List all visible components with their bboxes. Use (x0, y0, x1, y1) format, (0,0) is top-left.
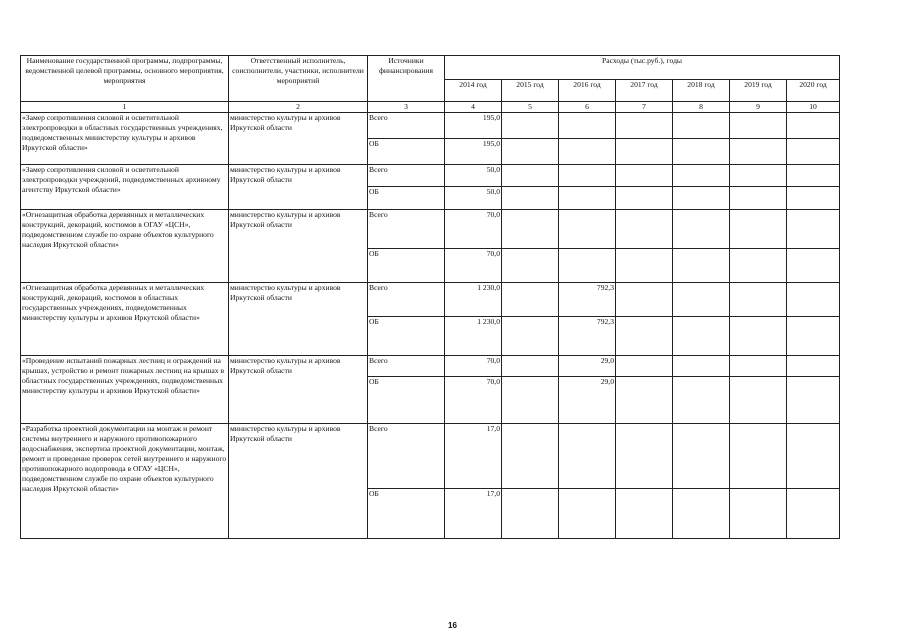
value-cell (502, 165, 559, 187)
value-cell: 70,0 (445, 249, 502, 283)
value-cell (730, 283, 787, 317)
funding-source-cell: ОБ (368, 317, 445, 356)
value-cell (616, 165, 673, 187)
value-cell (787, 283, 840, 317)
value-cell (502, 113, 559, 139)
value-cell: 50,0 (445, 187, 502, 210)
value-cell (616, 489, 673, 539)
value-cell (559, 113, 616, 139)
measure-name-cell: «Разработка проектной документации на монтаж и ремонт системы внутреннего и наружного противопожарного водоснабжения, экспертиза проектной документации, монтаж, ремонт и проведение проверок сетей внутреннего и наружного противопожарного водопровода в ОГАУ «ЦСН», подведомственном службе по охране объектов культурного наследия Иркутской области» (21, 424, 229, 539)
value-cell (673, 139, 730, 165)
value-cell (559, 424, 616, 489)
executor-cell: министерство культуры и архивов Иркутской области (229, 356, 368, 424)
value-cell (673, 489, 730, 539)
table-row (21, 283, 840, 317)
value-cell (616, 210, 673, 249)
column-number: 8 (673, 102, 730, 113)
value-cell: 17,0 (445, 489, 502, 539)
value-cell (502, 139, 559, 165)
value-cell (787, 489, 840, 539)
value-cell (787, 187, 840, 210)
table-row (21, 356, 840, 377)
value-cell (616, 249, 673, 283)
executor-cell: министерство культуры и архивов Иркутской области (229, 283, 368, 356)
value-cell (502, 356, 559, 377)
value-cell (787, 317, 840, 356)
header-year: 2015 год (502, 80, 559, 102)
value-cell (616, 317, 673, 356)
funding-source-cell: ОБ (368, 139, 445, 165)
value-cell (616, 377, 673, 424)
header-year: 2019 год (730, 80, 787, 102)
value-cell (787, 356, 840, 377)
value-cell (559, 249, 616, 283)
value-cell (673, 187, 730, 210)
value-cell (559, 489, 616, 539)
funding-source-cell: Всего (368, 165, 445, 187)
table-row (21, 210, 840, 249)
value-cell (730, 356, 787, 377)
funding-source-cell: Всего (368, 113, 445, 139)
value-cell (616, 283, 673, 317)
value-cell (616, 113, 673, 139)
value-cell (673, 356, 730, 377)
value-cell (559, 210, 616, 249)
value-cell (730, 317, 787, 356)
header-year: 2018 год (673, 80, 730, 102)
value-cell: 70,0 (445, 210, 502, 249)
value-cell (730, 377, 787, 424)
header-funding-source: Источники финансирования (368, 56, 445, 102)
value-cell (787, 249, 840, 283)
funding-source-cell: ОБ (368, 249, 445, 283)
value-cell (616, 356, 673, 377)
column-number: 9 (730, 102, 787, 113)
value-cell: 29,0 (559, 377, 616, 424)
value-cell (787, 210, 840, 249)
value-cell (616, 187, 673, 210)
value-cell: 1 230,0 (445, 283, 502, 317)
value-cell (673, 113, 730, 139)
executor-cell: министерство культуры и архивов Иркутской области (229, 424, 368, 539)
measure-name-cell: «Замер сопротивления силовой и осветительной электропроводки в областных государственных учреждениях, подведомственных министерству культуры и архивов Иркутской области» (21, 113, 229, 165)
column-number: 4 (445, 102, 502, 113)
value-cell (502, 210, 559, 249)
value-cell (502, 377, 559, 424)
value-cell (673, 249, 730, 283)
value-cell (787, 139, 840, 165)
column-number: 3 (368, 102, 445, 113)
value-cell (673, 165, 730, 187)
value-cell (502, 489, 559, 539)
header-executor: Ответственный исполнитель, соисполнители, участники, исполнители мероприятий (229, 56, 368, 102)
funding-source-cell: Всего (368, 210, 445, 249)
value-cell (730, 113, 787, 139)
value-cell: 70,0 (445, 377, 502, 424)
funding-source-cell: ОБ (368, 377, 445, 424)
executor-cell: министерство культуры и архивов Иркутской области (229, 165, 368, 210)
column-number: 1 (21, 102, 229, 113)
column-number: 5 (502, 102, 559, 113)
header-program-name: Наименование государственной программы, подпрограммы, ведомственной целевой программы, основного мероприятия, мероприятия (21, 56, 229, 102)
funding-source-cell: ОБ (368, 489, 445, 539)
table-row (21, 113, 840, 139)
header-year: 2016 год (559, 80, 616, 102)
value-cell (787, 113, 840, 139)
value-cell: 17,0 (445, 424, 502, 489)
value-cell (673, 317, 730, 356)
funding-source-cell: Всего (368, 283, 445, 317)
value-cell: 792,3 (559, 317, 616, 356)
value-cell (730, 249, 787, 283)
funding-source-cell: ОБ (368, 187, 445, 210)
column-number: 7 (616, 102, 673, 113)
value-cell (673, 210, 730, 249)
table-row (21, 165, 840, 187)
value-cell: 195,0 (445, 139, 502, 165)
value-cell (730, 139, 787, 165)
value-cell (787, 424, 840, 489)
header-year: 2020 год (787, 80, 840, 102)
column-number: 10 (787, 102, 840, 113)
header-year: 2017 год (616, 80, 673, 102)
value-cell (730, 187, 787, 210)
value-cell (616, 424, 673, 489)
value-cell (730, 489, 787, 539)
value-cell (787, 377, 840, 424)
value-cell (502, 317, 559, 356)
column-number: 2 (229, 102, 368, 113)
header-expenses: Расходы (тыс.руб.), годы (445, 56, 840, 80)
funding-source-cell: Всего (368, 356, 445, 377)
measure-name-cell: «Огнезащитная обработка деревянных и металлических конструкций, декораций, костюмов в ОГАУ «ЦСН», подведомственном службе по охране объектов культурного наследия Иркутской области» (21, 210, 229, 283)
value-cell (502, 283, 559, 317)
table-row (21, 424, 840, 489)
header-year: 2014 год (445, 80, 502, 102)
funding-source-cell: Всего (368, 424, 445, 489)
expenses-table (20, 55, 840, 539)
value-cell: 792,3 (559, 283, 616, 317)
value-cell: 1 230,0 (445, 317, 502, 356)
value-cell: 50,0 (445, 165, 502, 187)
value-cell: 70,0 (445, 356, 502, 377)
value-cell (616, 139, 673, 165)
measure-name-cell: «Огнезащитная обработка деревянных и металлических конструкций, декораций, костюмов в областных государственных учреждениях, подведомственных министерству культуры и архивов Иркутской области» (21, 283, 229, 356)
value-cell: 195,0 (445, 113, 502, 139)
value-cell (559, 139, 616, 165)
value-cell (730, 165, 787, 187)
value-cell (730, 424, 787, 489)
value-cell (673, 424, 730, 489)
measure-name-cell: «Замер сопротивления силовой и осветительной электропроводки учреждений, подведомственных архивному агентству Иркутской области» (21, 165, 229, 210)
value-cell (787, 165, 840, 187)
value-cell (559, 165, 616, 187)
page-number: 16 (448, 621, 457, 630)
executor-cell: министерство культуры и архивов Иркутской области (229, 113, 368, 165)
value-cell (673, 283, 730, 317)
column-number: 6 (559, 102, 616, 113)
value-cell (502, 249, 559, 283)
measure-name-cell: «Проведение испытаний пожарных лестниц и ограждений на крышах, устройство и ремонт пожарных лестниц на крышах в областных государственных учреждениях, подведомственных министерству культуры и архивов Иркутской области» (21, 356, 229, 424)
executor-cell: министерство культуры и архивов Иркутской области (229, 210, 368, 283)
value-cell (673, 377, 730, 424)
value-cell (502, 187, 559, 210)
value-cell: 29,0 (559, 356, 616, 377)
value-cell (559, 187, 616, 210)
value-cell (730, 210, 787, 249)
value-cell (502, 424, 559, 489)
